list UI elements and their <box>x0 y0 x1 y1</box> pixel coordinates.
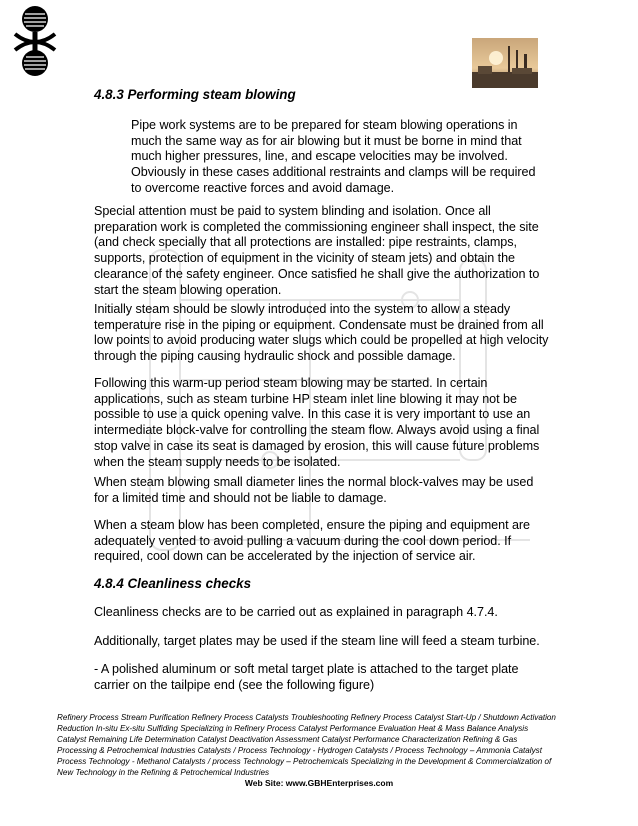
section-heading-4-8-3: 4.8.3 Performing steam blowing <box>94 87 296 102</box>
paragraph-cleanliness-ref: Cleanliness checks are to be carried out as explained in paragraph 4.7.4. <box>94 605 498 619</box>
paragraph-warm-up: Initially steam should be slowly introduced into the system to allow a steady temperature rise in the piping or equipment. Condensate must be drained from all low points to avoid producing water slugs which could be propelled at high velocity through the piping causing hydraulic shock and possible damage. <box>94 302 549 364</box>
paragraph-cool-down: When a steam blow has been completed, ensure the piping and equipment are adequately vented to avoid pulling a vacuum during the cool down period. If required, cool down can be accelerated by the injection of service air. <box>94 518 531 564</box>
paragraph-blinding-isolation: Special attention must be paid to system blinding and isolation. Once all preparation work is completed the commissioning engineer shall inspect, the site (and check specially that all protections are installed: pipe restraints, clamps, supports, protection of equipment in the vicinity of steam jets) and obtain the clearance of the safety engineer. Once satisfied he shall give the authorization to start the steam blowing operation. <box>94 204 540 297</box>
paragraph-small-diameter: When steam blowing small diameter lines the normal block-valves may be used for a limited time and should not be liable to damage. <box>94 475 534 505</box>
paragraph-steam-prep: Pipe work systems are to be prepared for steam blowing operations in much the same way as for air blowing but it must be borne in mind that much higher pressures, line, and escape velocities may be involved. Obviously in these cases additional restraints and clamps will be required to overcome reactive forces and avoid damage. <box>131 118 536 195</box>
paragraph-steam-blowing-start: Following this warm-up period steam blowing may be started. In certain applications, such as steam turbine HP steam inlet line blowing it may not be possible to use a quick opening valve. In this case it is very important to use an intermediate block-valve for controlling the steam flow. Always avoid using a final stop valve in case its seat is damaged by erosion, this will cause future problems when the steam supply needs to be isolated. <box>94 376 540 469</box>
section-heading-4-8-4: 4.8.4 Cleanliness checks <box>94 576 252 591</box>
footer-website: Web Site: www.GBHEnterprises.com <box>244 778 394 788</box>
company-logo <box>12 4 58 78</box>
footer-services-text: Refinery Process Stream Purification Refinery Process Catalysts Troubleshooting Refinery Process Catalyst Start-Up / Shutdown Activation Reduction In-situ Ex-situ Sulfiding Specializing in Refinery Process Catalyst Performance Evaluation Heat & Mass Balance Analysis Catalyst Remaining Life Determination Catalyst Deactivation Assessment Catalyst Performance Characterization Refining & Gas Processing & Petrochemical Industries Catalysts / Process Technology - Hydrogen Catalysts / Process Technology – Ammonia Catalyst Process Technology - Methanol Catalysts / process Technology – Petrochemicals Specializing in the Development & Commercialization of New Technology in the Refining & Petrochemical Industries <box>57 713 556 777</box>
refinery-photo <box>472 38 538 88</box>
paragraph-target-plate-carrier: - A polished aluminum or soft metal target plate is attached to the target plate carrier on the tailpipe end (see the following figure) <box>94 662 519 692</box>
paragraph-target-plates: Additionally, target plates may be used if the steam line will feed a steam turbine. <box>94 634 540 648</box>
